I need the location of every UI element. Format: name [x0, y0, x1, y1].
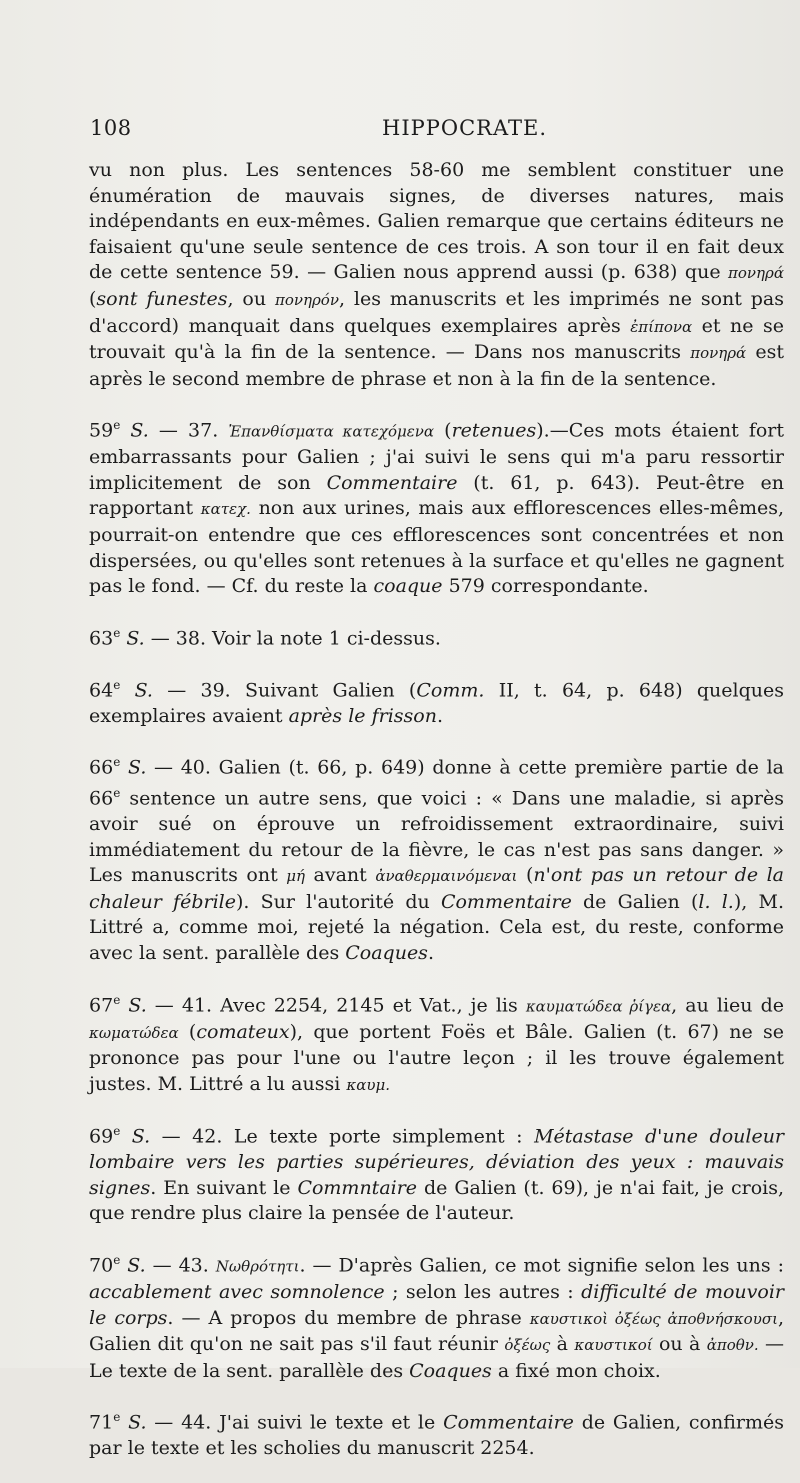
text-run: de Galien, confirmés par le texte et les scholies du manuscrit 2254.: [89, 1411, 785, 1460]
superscript: e: [113, 992, 121, 1007]
text-run: (: [434, 419, 452, 442]
text-run: et ne se trouvait qu'à la fin de la sentence. — Dans nos manuscrits: [89, 314, 784, 364]
text-run: sentence un autre sens, que voici : « Dans une maladie, si après avoir sué on éprouve un refroidissement extraordinaire, suivi immédiatement du retour de la fièvre, le cas n'est pas sans danger. » Les manuscrits ont: [89, 787, 784, 887]
text-run: — 37.: [148, 419, 229, 442]
superscript: e: [113, 677, 121, 692]
italic-text: Commntaire: [297, 1176, 418, 1199]
text-run: 66: [89, 756, 114, 779]
text-run: . — D'après Galien, ce mot signifie selon les uns :: [299, 1254, 784, 1277]
greek-term: πονηρά: [728, 264, 784, 283]
text-run: — 38. Voir la note 1 ci-dessus.: [144, 627, 441, 650]
text-run: (t. 61, p. 643). Peut-être en rapportant: [89, 471, 784, 520]
page-header: [90, 116, 780, 146]
note-paragraph: [89, 621, 784, 652]
running-title: HIPPOCRATE.: [382, 116, 547, 140]
text-run: ), M. Littré a, comme moi, rejeté la négation. Cela est, du reste, conforme avec la sent. parallèle des: [89, 890, 784, 965]
text-run: vu non plus. Les sentences 58-60 me semblent constituer une énumération de mauvais signes, de diverses natures, mais indépendants en eux-mêmes. Galien remarque que certains éditeurs ne faisaient qu'une seule sentence de ces trois. A son tour il en fait deux de cette sentence 59. — Galien nous apprend aussi (p. 638) que: [89, 159, 784, 284]
text-run: , les manuscrits et les imprimés ne sont pas d'accord) manquait dans quelques exemplaires après: [89, 287, 785, 337]
note-paragraph: [89, 988, 784, 1099]
note-paragraph: [89, 750, 784, 966]
text-run: — 40. Galien (t. 66, p. 649) donne à cette première partie de la 66: [89, 756, 784, 810]
note-paragraph: [89, 1119, 784, 1227]
text-run: de Galien (: [571, 890, 699, 913]
note-paragraph: [89, 1405, 784, 1462]
greek-term: Ἐπανθίσματα κατεχόμενα: [228, 422, 435, 441]
text-run: II, t. 64, p. 648) quelques exemplaires avaient: [89, 679, 784, 727]
text-run: à: [550, 1333, 575, 1356]
text-run: (: [178, 1020, 197, 1043]
italic-text: S.: [120, 994, 147, 1016]
italic-text: S.: [120, 419, 149, 442]
text-run: ; selon les autres :: [384, 1281, 582, 1303]
italic-text: S.: [120, 756, 147, 779]
text-run: 64: [89, 679, 114, 702]
text-run: ), que portent Foës et Bâle. Galien (t. 67) ne se prononce pas pour l'une ou l'autre leçon ; il les trouve également justes. M. Littré a lu aussi: [89, 1020, 785, 1095]
italic-text: Commentaire: [443, 1411, 574, 1434]
italic-text: Comm.: [416, 679, 485, 702]
italic-text: S.: [120, 1254, 146, 1277]
page-number: 108: [90, 116, 132, 140]
greek-term: καυματώδεα ῥίγεα: [525, 997, 672, 1015]
greek-term: ἀναθερμαινόμεναι: [375, 867, 518, 886]
greek-term: κωματώδεα: [89, 1023, 179, 1042]
text-run: a fixé mon choix.: [491, 1359, 661, 1382]
italic-text: l. l.: [698, 890, 734, 913]
greek-term: μή: [286, 867, 305, 886]
italic-text: Métastase d'une douleur lombaire vers les parties supérieures, déviation des yeux : mauvais signes: [89, 1125, 785, 1199]
text-run: ).—Ces mots étaient fort embarrassants pour Galien ; j'ai suivi le sens qui m'a paru ressortir implicitement de son: [89, 419, 785, 494]
note-paragraph: [89, 413, 784, 599]
italic-text: n'ont pas un retour de la chaleur fébrile: [89, 864, 785, 913]
greek-term: καυστικοὶ ὀξέως ἀποθνήσκουσι: [529, 1309, 778, 1328]
text-run: 69: [89, 1125, 114, 1148]
text-run: ou à: [652, 1333, 707, 1356]
text-run: .: [436, 704, 443, 727]
text-run: , au lieu de: [671, 994, 784, 1016]
text-run: — 41. Avec 2254, 2145 et Vat., je lis: [146, 994, 526, 1016]
italic-text: retenues: [451, 419, 537, 442]
italic-text: difficulté de mouvoir le corps: [89, 1281, 784, 1329]
notes-body: [89, 158, 784, 1483]
italic-text: Commentaire: [440, 890, 572, 913]
text-run: 59: [89, 419, 114, 442]
italic-text: accablement avec somnolence: [89, 1281, 385, 1303]
text-run: 579 correspondante.: [442, 575, 649, 598]
text-run: — Le texte de la sent. parallèle des: [89, 1333, 785, 1382]
greek-term: ἀποθν.: [706, 1336, 759, 1355]
text-run: de Galien (t. 69), je n'ai fait, je crois, que rendre plus claire la pensée de l'auteur.: [89, 1176, 784, 1225]
text-run: .: [427, 942, 434, 965]
superscript: e: [113, 755, 121, 770]
italic-text: S.: [120, 627, 145, 650]
italic-text: S.: [120, 1411, 147, 1434]
text-run: ). Sur l'autorité du: [235, 890, 441, 913]
superscript: e: [113, 625, 121, 640]
greek-term: Νωθρότητι: [215, 1257, 300, 1276]
italic-text: après le frisson: [288, 704, 437, 727]
text-run: , ou: [227, 287, 275, 310]
greek-term: καυμ.: [346, 1075, 390, 1094]
text-run: non aux urines, mais aux efflorescences elles-mêmes, pourrait-on entendre que ces efflorescences sont concentrées et non dispersées, ou qu'elles sont retenues à la surface et qu'elles ne gagnent pas le fond. — Cf. du reste la: [89, 497, 784, 598]
text-run: — 43.: [145, 1254, 216, 1277]
superscript: e: [113, 1124, 121, 1139]
superscript: e: [113, 1410, 121, 1425]
text-run: , Galien dit qu'on ne sait pas s'il faut réunir: [89, 1306, 784, 1356]
text-run: . — A propos du membre de phrase: [167, 1306, 530, 1329]
italic-text: Commentaire: [326, 471, 458, 494]
text-run: (: [517, 864, 534, 887]
note-paragraph: [89, 673, 784, 730]
text-run: 71: [89, 1411, 114, 1434]
note-paragraph: [89, 1248, 784, 1384]
text-run: . En suivant le: [150, 1176, 298, 1199]
greek-term: κατεχ.: [200, 500, 251, 519]
text-run: avant: [305, 864, 376, 887]
text-run: — 39. Suivant Galien (: [152, 679, 417, 702]
italic-text: Coaques: [409, 1359, 492, 1382]
greek-term: πονηρόν: [274, 290, 339, 309]
greek-term: ἐπίπονα: [630, 317, 693, 336]
superscript: e: [113, 418, 121, 433]
text-run: 67: [89, 994, 114, 1016]
superscript: e: [113, 1253, 121, 1268]
greek-term: ὀξέως: [504, 1336, 551, 1355]
note-paragraph: [89, 158, 784, 392]
text-run: 63: [89, 627, 114, 650]
superscript: e: [113, 786, 121, 801]
text-run: — 44. J'ai suivi le texte et le: [146, 1411, 444, 1434]
italic-text: S.: [120, 679, 153, 702]
italic-text: coaque: [373, 575, 443, 598]
text-run: — 42. Le texte porte simplement :: [150, 1125, 535, 1148]
italic-text: sont funestes: [96, 287, 228, 310]
italic-text: comateux: [196, 1020, 290, 1043]
greek-term: πονηρά: [690, 344, 747, 363]
text-run: (: [89, 287, 97, 310]
text-run: est après le second membre de phrase et non à la fin de la sentence.: [89, 341, 784, 390]
italic-text: Coaques: [345, 942, 428, 965]
text-run: 70: [89, 1254, 114, 1277]
greek-term: καυστικοί: [574, 1336, 653, 1355]
italic-text: S.: [120, 1125, 151, 1148]
